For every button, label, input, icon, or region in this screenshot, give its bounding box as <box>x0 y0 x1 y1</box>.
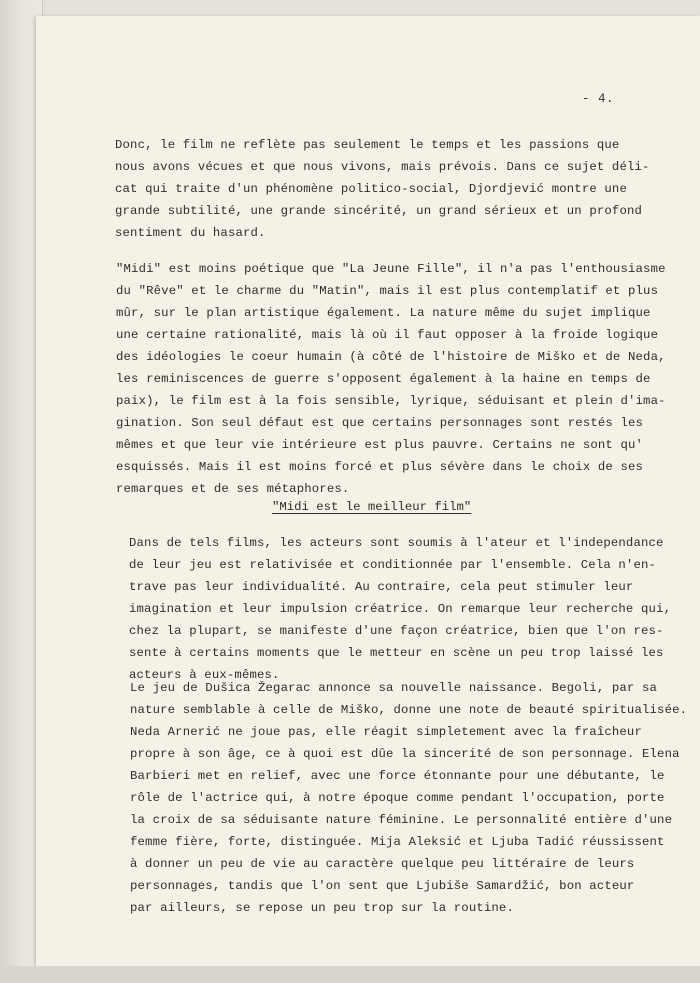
text-line: rôle de l'actrice qui, à notre époque comme pendant l'occupation, porte <box>130 791 665 805</box>
section-heading: "Midi est le meilleur film" <box>272 500 472 514</box>
text-line: Barbieri met en relief, avec une force étonnante pour une débutante, le <box>130 769 665 783</box>
text-line: Neda Arnerić ne joue pas, elle réagit simpletement avec la fraîcheur <box>130 725 642 739</box>
text-line: cat qui traite d'un phénomène politico-social, Djordjević montre une <box>115 182 627 196</box>
text-line: sentiment du hasard. <box>115 226 266 240</box>
text-line: Dans de tels films, les acteurs sont soumis à l'ateur et l'independance <box>129 536 664 550</box>
text-line: acteurs à eux-mêmes. <box>129 668 280 682</box>
paragraph-2 <box>116 258 666 500</box>
text-line: Donc, le film ne reflète pas seulement le temps et les passions que <box>115 138 620 152</box>
text-line: la croix de sa séduisante nature féminine. Le personnalité entière d'une <box>130 813 673 827</box>
text-line: les reminiscences de guerre s'opposent également à la haine en temps de <box>116 372 651 386</box>
scan-bottom-edge <box>0 966 700 983</box>
text-line: paix), le film est à la fois sensible, lyrique, séduisant et plein d'ima- <box>116 394 666 408</box>
text-line: nous avons vécues et que nous vivons, mais prévois. Dans ce sujet déli- <box>115 160 650 174</box>
page-number: - 4. <box>582 92 615 106</box>
text-line: à donner un peu de vie au caractère quelque peu littéraire de leurs <box>130 857 635 871</box>
text-line: par ailleurs, se repose un peu trop sur la routine. <box>130 901 514 915</box>
text-line: remarques et de ses métaphores. <box>116 482 350 496</box>
text-line: esquissés. Mais il est moins forcé et plus sévère dans le choix de ses <box>116 460 644 474</box>
text-line: propre à son âge, ce à quoi est dûe la sincerité de son personnage. Elena <box>130 747 680 761</box>
text-line: grande subtilité, une grande sincérité, un grand sérieux et un profond <box>115 204 643 218</box>
text-line: "Midi" est moins poétique que "La Jeune Fille", il n'a pas l'enthousiasme <box>116 262 666 276</box>
text-line: mêmes et que leur vie intérieure est plus pauvre. Certains ne sont qu' <box>116 438 644 452</box>
text-line: femme fière, forte, distinguée. Mija Aleksić et Ljuba Tadić réussissent <box>130 835 665 849</box>
text-line: chez la plupart, se manifeste d'une façon créatrice, bien que l'on res- <box>129 624 664 638</box>
text-line: sente à certains moments que le metteur en scène un peu trop laissé les <box>129 646 664 660</box>
text-line: de leur jeu est relativisée et conditionnée par l'ensemble. Cela n'en- <box>129 558 657 572</box>
text-line: mûr, sur le plan artistique également. La nature même du sujet implique <box>116 306 651 320</box>
text-line: du "Rêve" et le charme du "Matin", mais il est plus contemplatif et plus <box>116 284 659 298</box>
text-line: une certaine rationalité, mais là où il faut opposer à la froide logique <box>116 328 659 342</box>
text-line: Le jeu de Dušica Žegarac annonce sa nouvelle naissance. Begoli, par sa <box>130 681 658 695</box>
paragraph-1 <box>115 134 650 244</box>
text-line: des idéologies le coeur humain (à côté de l'histoire de Miško et de Neda, <box>116 350 666 364</box>
text-line: personnages, tandis que l'on sent que Ljubiše Samardžić, bon acteur <box>130 879 635 893</box>
text-line: nature semblable à celle de Miško, donne une note de beauté spiritualisée. <box>130 703 688 717</box>
text-line: imagination et leur impulsion créatrice. On remarque leur recherche qui, <box>129 602 672 616</box>
text-line: gination. Son seul défaut est que certains personnages sont restés les <box>116 416 644 430</box>
text-line: trave pas leur individualité. Au contraire, cela peut stimuler leur <box>129 580 634 594</box>
paragraph-3 <box>129 532 671 686</box>
paragraph-4 <box>130 677 687 919</box>
